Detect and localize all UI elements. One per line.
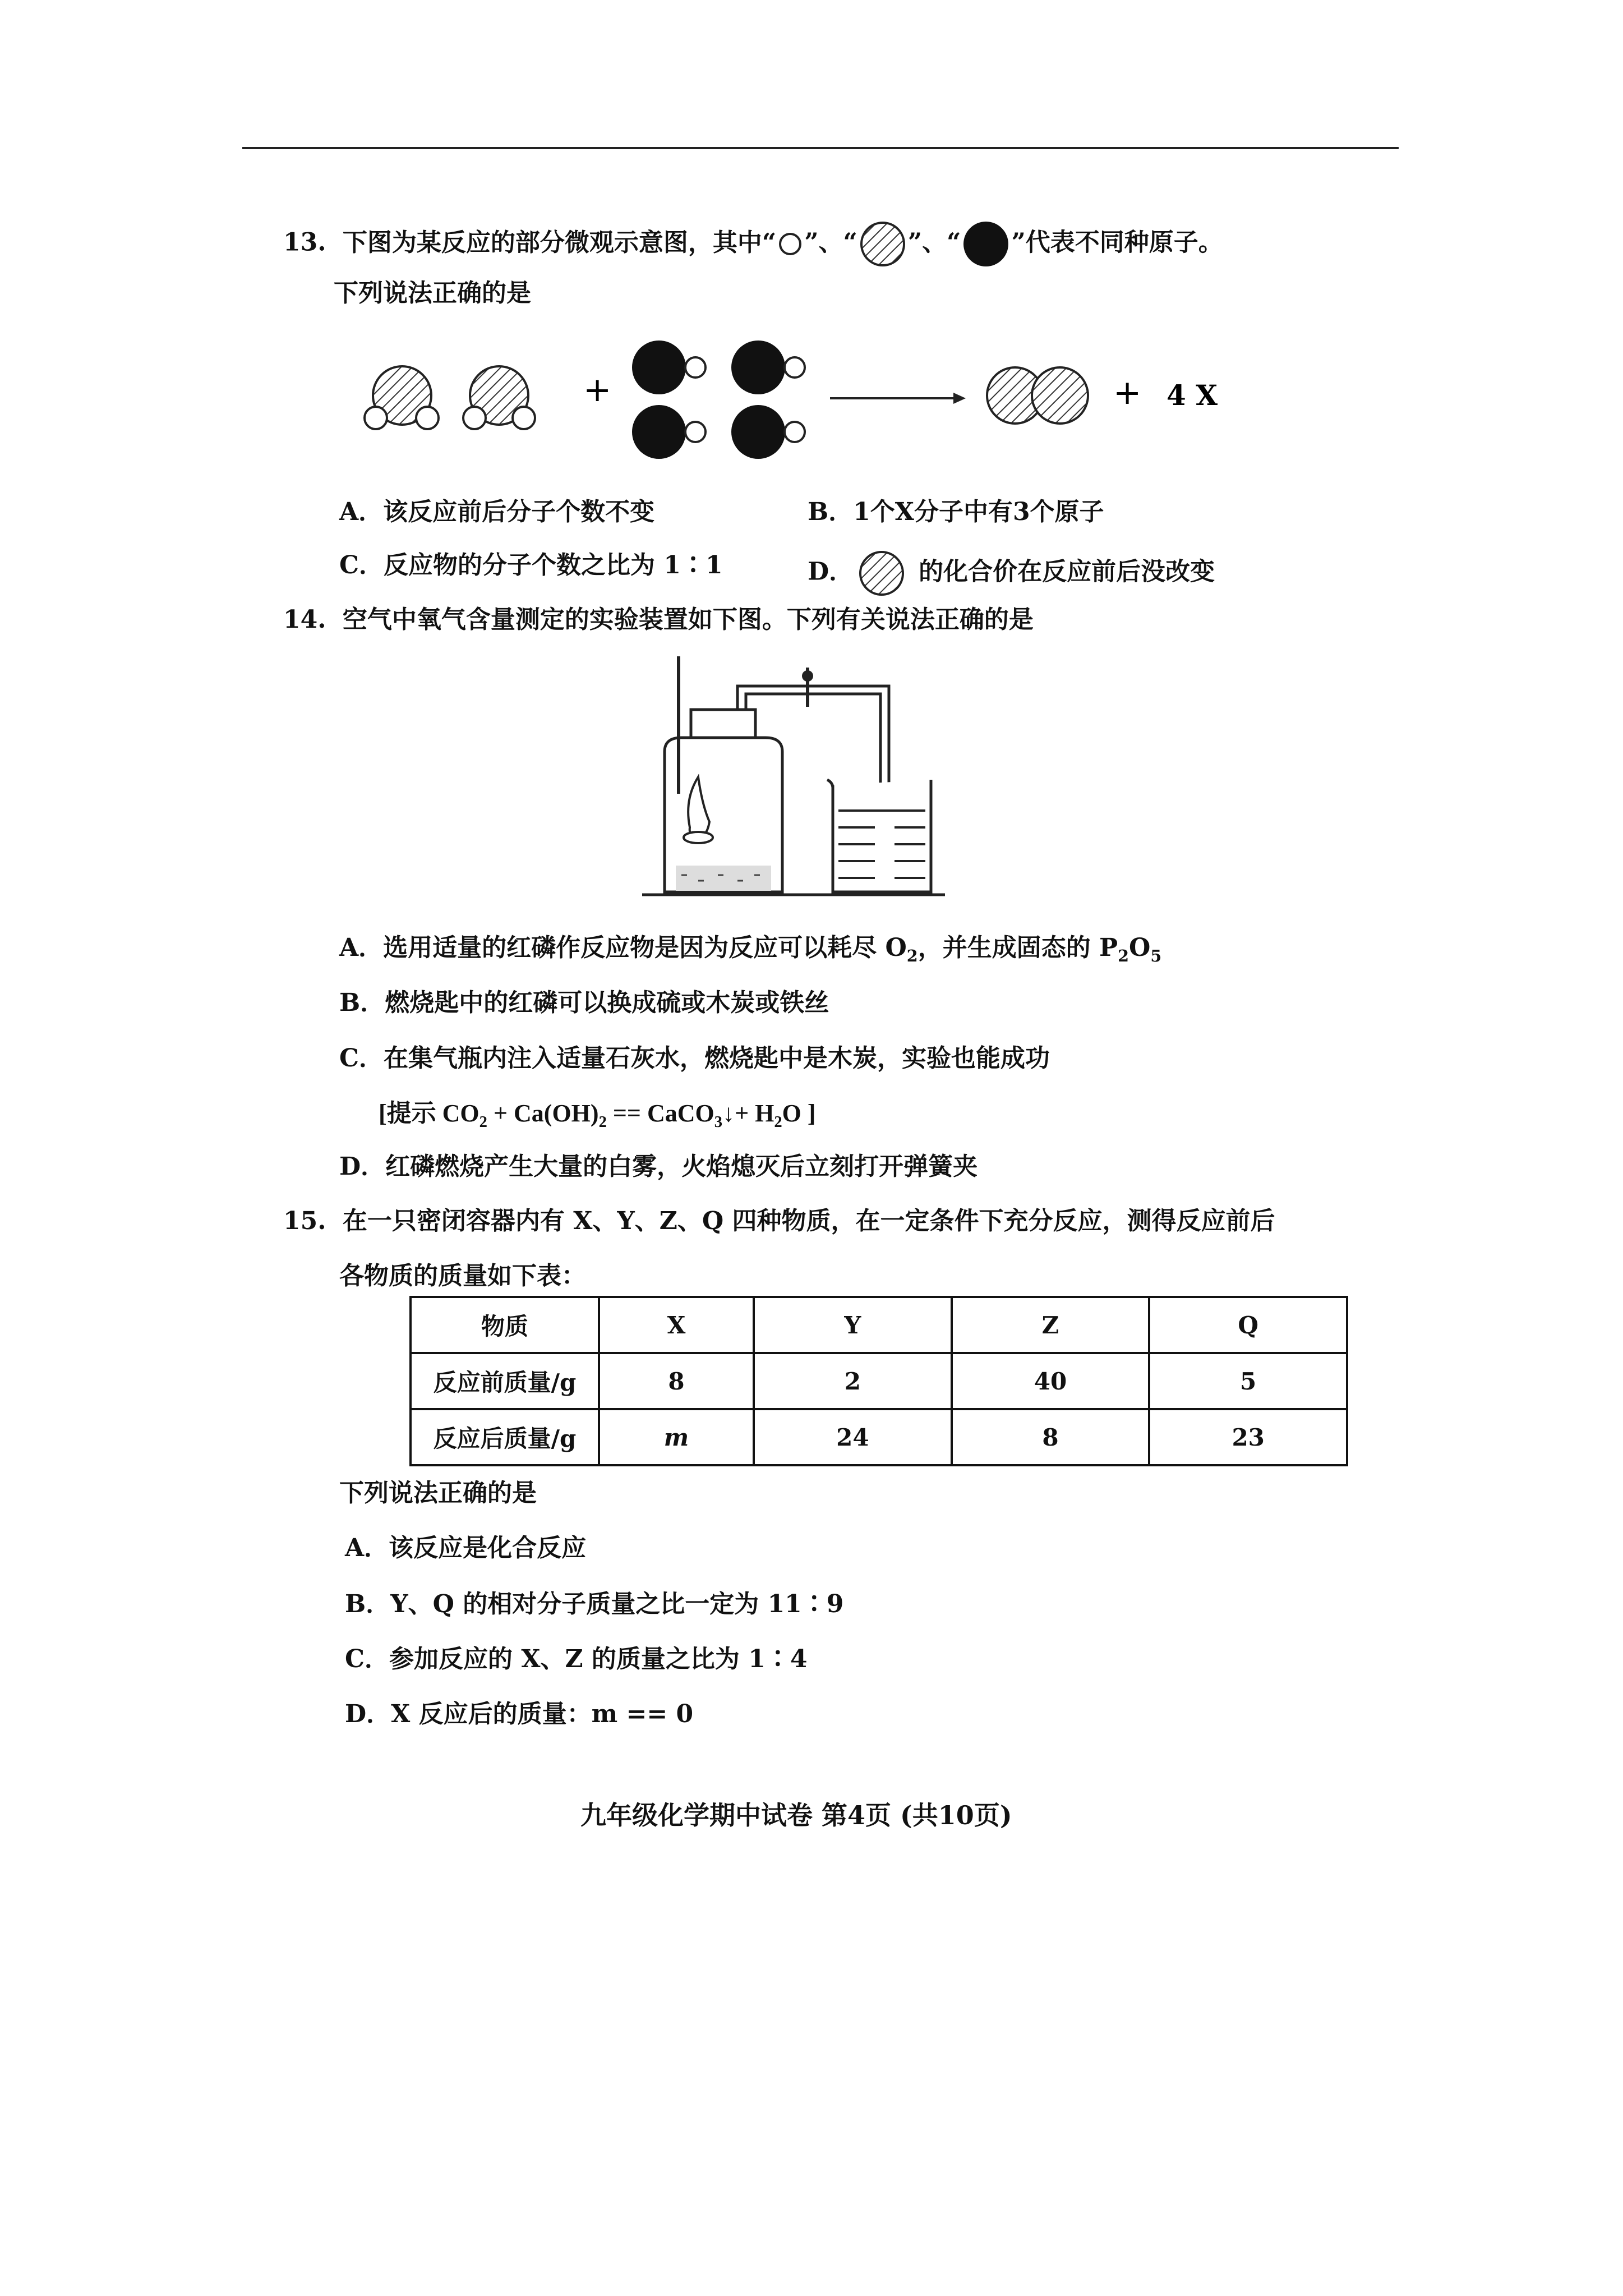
table-header-cell: Q xyxy=(1149,1297,1347,1353)
question-14-number: 14. xyxy=(283,605,326,634)
table-cell: 40 xyxy=(952,1353,1150,1409)
hint-text-4: ↓+ H xyxy=(722,1099,774,1127)
question-15-option-b[interactable]: B．Y、Q 的相对分子质量之比一定为 11∶9 xyxy=(345,1590,844,1618)
option-a-sub-3: 5 xyxy=(1150,946,1162,965)
rubber-stopper xyxy=(691,710,755,738)
question-14-stem xyxy=(283,603,1034,637)
reactant-molecule-2 xyxy=(463,366,535,429)
question-13-stem xyxy=(283,219,1223,269)
table-header-row xyxy=(411,1297,1347,1353)
table-cell: 8 xyxy=(952,1409,1150,1465)
spring-clip-head xyxy=(802,670,813,682)
mass-table xyxy=(409,1296,1348,1466)
page-footer: 九年级化学期中试卷 第4页 (共10页) xyxy=(580,1800,1012,1830)
hatched-atom-icon xyxy=(857,219,908,269)
black-atom-icon xyxy=(961,219,1011,269)
question-15-number: 15. xyxy=(283,1207,326,1235)
reactant-molecule-1 xyxy=(365,366,439,429)
hint-text-5: O ] xyxy=(782,1099,816,1127)
question-13-option-d[interactable] xyxy=(808,549,1215,598)
question-14-option-c[interactable]: C．在集气瓶内注入适量石灰水，燃烧匙中是木炭，实验也能成功 xyxy=(339,1044,1050,1073)
question-13-option-d-prefix: D． xyxy=(808,557,854,586)
beaker xyxy=(833,780,931,892)
option-a-text-3: O xyxy=(1129,933,1151,962)
table-cell: 5 xyxy=(1149,1353,1347,1409)
question-14-option-d[interactable]: D．红磷燃烧产生大量的白雾，火焰熄灭后立刻打开弹簧夹 xyxy=(339,1152,978,1181)
product-molecule xyxy=(987,367,1088,424)
question-15-stem xyxy=(283,1204,1275,1238)
hint-sub-3: 3 xyxy=(714,1113,723,1131)
question-14-option-b[interactable]: B．燃烧匙中的红磷可以换成硫或木炭或铁丝 xyxy=(339,988,829,1017)
table-cell: 23 xyxy=(1149,1409,1347,1465)
question-15-prompt: 下列说法正确的是 xyxy=(339,1479,537,1507)
reaction-diagram xyxy=(336,331,1290,466)
question-15-option-d[interactable]: D．X 反应后的质量：m == 0 xyxy=(345,1700,694,1728)
table-header-cell: Y xyxy=(754,1297,952,1353)
top-rule xyxy=(242,147,1399,149)
hint-text-1: [提示 CO xyxy=(379,1099,479,1127)
question-15-option-c[interactable]: C．参加反应的 X、Z 的质量之比为 1∶4 xyxy=(345,1645,808,1673)
hint-sub-4: 2 xyxy=(774,1113,782,1131)
question-13-stem-sep-2: ”、“ xyxy=(907,228,961,257)
table-cell: 反应后质量/g xyxy=(411,1409,599,1465)
question-13-option-c[interactable]: C．反应物的分子个数之比为 1∶1 xyxy=(339,551,723,579)
plus-sign-1: + xyxy=(583,370,612,409)
hatched-atom-icon xyxy=(857,549,906,598)
option-a-sub-1: 2 xyxy=(906,946,918,965)
hint-text-2: + Ca(OH) xyxy=(487,1099,599,1127)
hint-text-3: == CaCO xyxy=(606,1099,714,1127)
black-molecule-2 xyxy=(731,341,805,394)
black-molecule-3 xyxy=(632,405,706,459)
question-13-option-a[interactable]: A．该反应前后分子个数不变 xyxy=(339,498,655,526)
question-14-stem-text: 空气中氧气含量测定的实验装置如下图。下列有关说法正确的是 xyxy=(342,605,1034,634)
hint-sub-1: 2 xyxy=(479,1113,487,1131)
table-cell: m xyxy=(599,1409,754,1465)
question-13-prompt: 下列说法正确的是 xyxy=(334,279,531,307)
option-a-text-2: ，并生成固态的 P xyxy=(917,933,1118,962)
question-13-stem-end: ”代表不同种原子。 xyxy=(1011,228,1223,257)
table-header-cell: Z xyxy=(952,1297,1150,1353)
question-13-option-d-text: 的化合价在反应前后没改变 xyxy=(919,557,1215,586)
hint-sub-2: 2 xyxy=(598,1113,607,1131)
black-molecule-1 xyxy=(632,341,706,394)
table-row xyxy=(411,1353,1347,1409)
table-row xyxy=(411,1409,1347,1465)
question-15-option-a[interactable]: A．该反应是化合反应 xyxy=(345,1534,587,1562)
table-cell: 24 xyxy=(754,1409,952,1465)
option-a-text-1: A．选用适量的红磷作反应物是因为反应可以耗尽 O xyxy=(339,933,907,962)
question-13-number: 13. xyxy=(283,228,326,257)
question-13-option-b[interactable]: B．1个X分子中有3个原子 xyxy=(808,498,1104,526)
question-13-stem-text: 下图为某反应的部分微观示意图，其中“ xyxy=(342,228,777,257)
product-x-label: 4 X xyxy=(1166,379,1218,412)
table-cell: 8 xyxy=(599,1353,754,1409)
option-a-sub-2: 2 xyxy=(1118,946,1129,965)
water-in-jar xyxy=(676,866,771,891)
table-cell: 反应前质量/g xyxy=(411,1353,599,1409)
reaction-arrow xyxy=(830,393,966,404)
question-14-option-a[interactable] xyxy=(339,931,1161,973)
apparatus-diagram xyxy=(639,654,953,906)
combustion-spoon xyxy=(684,832,713,843)
question-14-hint xyxy=(379,1097,816,1139)
white-atom-icon xyxy=(776,230,804,258)
table-header-cell: 物质 xyxy=(411,1297,599,1353)
plus-sign-2: + xyxy=(1113,373,1142,412)
table-cell: 2 xyxy=(754,1353,952,1409)
question-15-stem-text: 在一只密闭容器内有 X、Y、Z、Q 四种物质，在一定条件下充分反应，测得反应前后 xyxy=(342,1207,1275,1235)
question-13-stem-sep-1: ”、“ xyxy=(804,228,857,257)
question-15-stem-line2: 各物质的质量如下表： xyxy=(339,1262,586,1290)
black-molecule-4 xyxy=(731,405,805,459)
beaker-lip xyxy=(827,780,833,788)
table-header-cell: X xyxy=(599,1297,754,1353)
